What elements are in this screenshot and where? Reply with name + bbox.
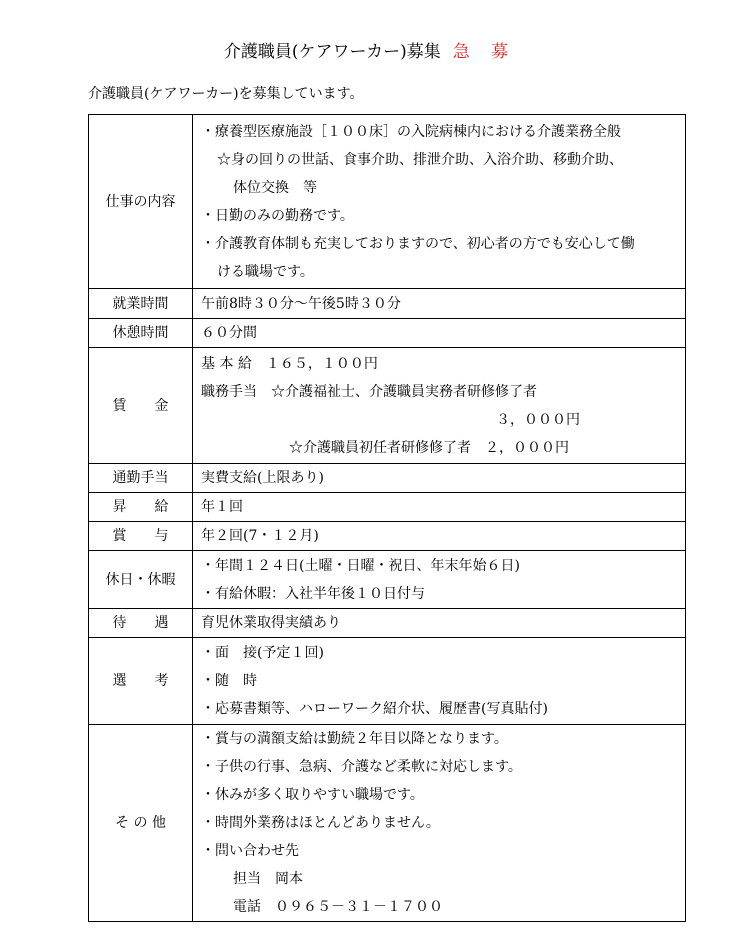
other-line: ・休みが多く取りやすい職場です。	[201, 787, 424, 803]
job-value	[193, 115, 686, 289]
other-value	[193, 725, 686, 922]
job-line: ・介護教育体制も充実しておりますので、初心者の方でも安心して働	[201, 235, 635, 252]
selection-label: 選 考	[89, 638, 193, 725]
row-selection	[89, 638, 686, 725]
wage-allowance2: ☆介護職員初任者研修修了者 ２，０００円	[289, 439, 569, 456]
row-hours	[89, 289, 686, 319]
intro-text: 介護職員(ケアワーカー)を募集しています。	[88, 86, 364, 102]
bonus-label: 賞 与	[89, 522, 193, 551]
raise-label: 昇 給	[89, 493, 193, 522]
hours-value: 午前8時３０分～午後5時３０分	[193, 289, 686, 319]
job-line: 体位交換 等	[233, 179, 317, 196]
contact-person: 担当 岡本	[233, 871, 303, 887]
row-wage	[89, 348, 686, 464]
wage-base: 基 本 給 １６５，１００円	[201, 355, 378, 372]
row-raise	[89, 493, 686, 522]
job-label: 仕事の内容	[89, 115, 193, 289]
row-benefits	[89, 609, 686, 638]
other-line: ・賞与の満額支給は勤続２年目以降となります。	[201, 731, 508, 747]
row-bonus	[89, 522, 686, 551]
wage-label: 賃 金	[89, 348, 193, 464]
contact-phone: 電話 ０９６５－３１－１７００	[233, 899, 443, 915]
benefits-value: 育児休業取得実績あり	[193, 609, 686, 638]
raise-value: 年１回	[193, 493, 686, 522]
job-line: ・日勤のみの勤務です。	[201, 207, 354, 224]
other-line: ・問い合わせ先	[201, 843, 299, 859]
bonus-value: 年２回(7・１２月)	[193, 522, 686, 551]
title-text: 介護職員(ケアワーカー)募集	[223, 42, 441, 62]
row-holiday	[89, 551, 686, 609]
page-title	[0, 41, 740, 63]
other-label: そ の 他	[89, 725, 193, 922]
recruitment-table	[88, 114, 686, 922]
wage-allowance-amount: ３，０００円	[496, 411, 580, 428]
job-line: ける職場です。	[217, 263, 314, 280]
benefits-label: 待 遇	[89, 609, 193, 638]
selection-value	[193, 638, 686, 725]
wage-allowance: 職務手当 ☆介護福祉士、介護職員実務者研修修了者	[201, 383, 537, 400]
other-line: ・時間外業務はほとんどありません。	[201, 815, 440, 831]
row-other	[89, 725, 686, 922]
row-job	[89, 115, 686, 289]
wage-value	[193, 348, 686, 464]
selection-line: ・面 接(予定１回)	[201, 645, 324, 661]
holiday-line: ・有給休暇：入社半年後１０日付与	[201, 585, 425, 602]
break-label: 休憩時間	[89, 319, 193, 348]
job-line: ・療養型医療施設［１００床］の入院病棟内における介護業務全般	[201, 123, 621, 140]
job-line: ☆身の回りの世話、食事介助、排泄介助、入浴介助、移動介助、	[217, 151, 623, 168]
commute-label: 通勤手当	[89, 464, 193, 493]
hours-label: 就業時間	[89, 289, 193, 319]
row-break	[89, 319, 686, 348]
holiday-value	[193, 551, 686, 609]
holiday-line: ・年間１２４日(土曜・日曜・祝日、年末年始６日)	[201, 557, 520, 574]
holiday-label: 休日・休暇	[89, 551, 193, 609]
break-value: ６０分間	[193, 319, 686, 348]
urgent-label: 急 募	[452, 42, 517, 62]
commute-value: 実費支給(上限あり)	[193, 464, 686, 493]
selection-line: ・応募書類等、ハローワーク紹介状、履歴書(写真貼付)	[201, 701, 548, 717]
row-commute	[89, 464, 686, 493]
other-line: ・子供の行事、急病、介護など柔軟に対応します。	[201, 759, 522, 775]
selection-line: ・随 時	[201, 673, 257, 689]
